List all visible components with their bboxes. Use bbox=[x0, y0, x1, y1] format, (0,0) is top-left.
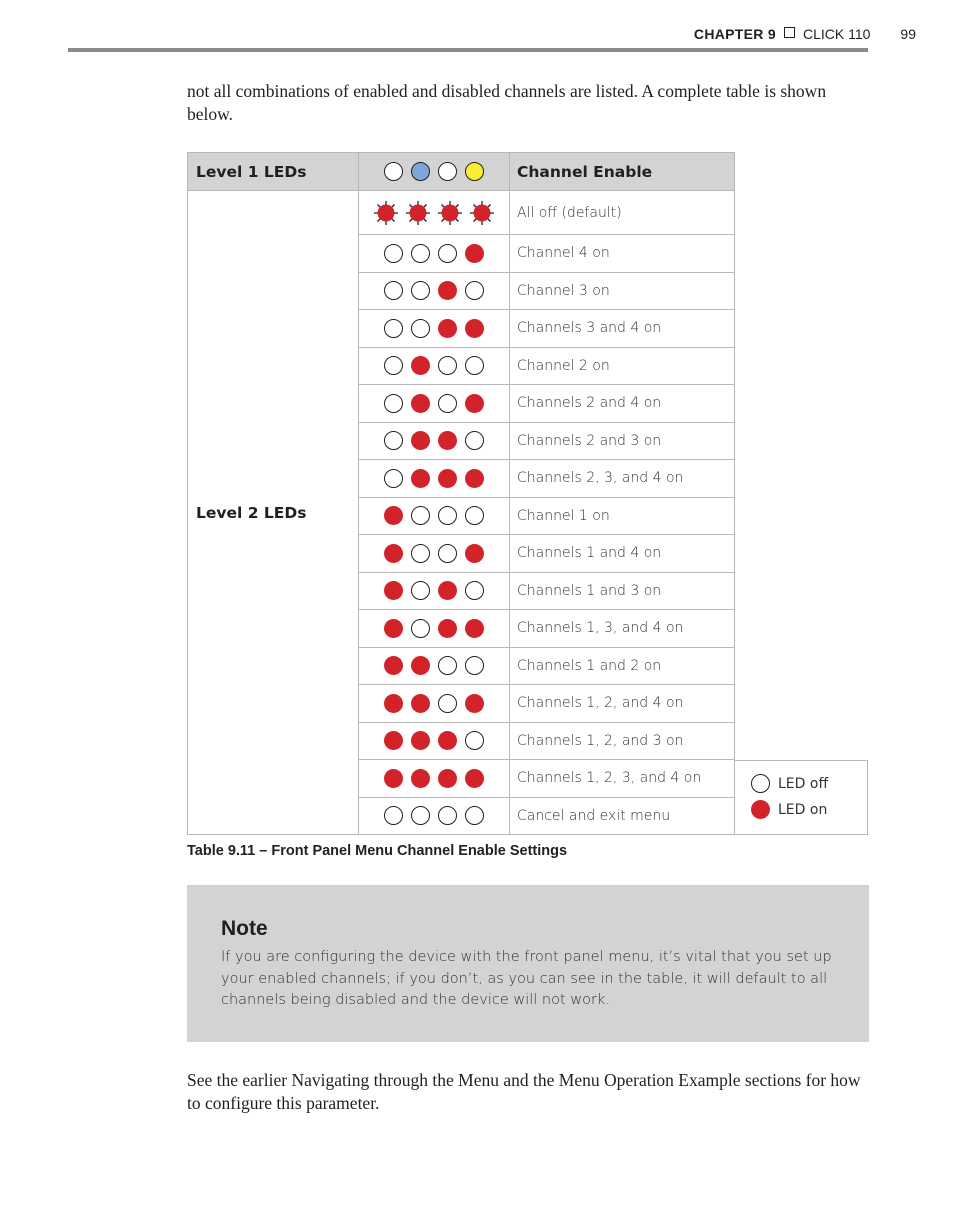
channel-enable-label: Channels 1, 3, and 4 on bbox=[510, 610, 735, 648]
led-on-icon bbox=[465, 319, 484, 338]
channel-enable-label: Channels 1 and 4 on bbox=[510, 535, 735, 573]
led-on-icon bbox=[751, 800, 770, 819]
page-number: 99 bbox=[900, 26, 916, 42]
led-on-icon bbox=[411, 431, 430, 450]
led-pattern bbox=[359, 235, 510, 273]
led-on-icon bbox=[465, 469, 484, 488]
led-pattern bbox=[359, 385, 510, 423]
led-off-icon bbox=[465, 356, 484, 375]
led-pattern bbox=[359, 797, 510, 835]
led-on-icon bbox=[384, 619, 403, 638]
led-off-icon bbox=[438, 356, 457, 375]
led-pattern bbox=[359, 535, 510, 573]
channel-enable-label: Channels 1, 2, 3, and 4 on bbox=[510, 760, 735, 798]
channel-enable-label: Channels 2 and 4 on bbox=[510, 385, 735, 423]
led-on-icon bbox=[384, 731, 403, 750]
led-on-icon bbox=[438, 581, 457, 600]
led-pattern bbox=[359, 310, 510, 348]
led-off-icon bbox=[411, 581, 430, 600]
section-label: CLICK 110 bbox=[802, 26, 871, 42]
led-pattern bbox=[359, 685, 510, 723]
header-level1-leds: Level 1 LEDs bbox=[188, 153, 359, 191]
led-on-icon bbox=[411, 394, 430, 413]
table-row bbox=[188, 191, 735, 235]
led-off-icon bbox=[384, 319, 403, 338]
led-off-icon bbox=[465, 656, 484, 675]
led-on-icon bbox=[438, 319, 457, 338]
row-group-level2-leds: Level 2 LEDs bbox=[188, 191, 359, 835]
led-off-icon bbox=[411, 281, 430, 300]
led-off-icon bbox=[411, 506, 430, 525]
led-off-icon bbox=[384, 356, 403, 375]
level1-led-group bbox=[359, 153, 510, 191]
channel-enable-label: Channels 1 and 3 on bbox=[510, 572, 735, 610]
led-off-icon bbox=[438, 544, 457, 563]
led-on-icon bbox=[438, 281, 457, 300]
led-blue-icon bbox=[411, 162, 430, 181]
note-box bbox=[187, 885, 869, 1042]
legend-off-row bbox=[751, 774, 828, 793]
led-off-icon bbox=[384, 806, 403, 825]
header-channel-enable: Channel Enable bbox=[510, 153, 735, 191]
led-pattern bbox=[359, 722, 510, 760]
channel-enable-table bbox=[187, 152, 735, 835]
legend-on-row bbox=[751, 800, 827, 819]
led-on-icon bbox=[411, 731, 430, 750]
led-off-icon bbox=[384, 469, 403, 488]
led-pattern bbox=[359, 272, 510, 310]
led-flashing-icon bbox=[406, 201, 430, 225]
led-on-icon bbox=[465, 544, 484, 563]
separator-square-icon bbox=[784, 27, 795, 38]
led-flashing-icon bbox=[438, 201, 462, 225]
led-on-icon bbox=[384, 544, 403, 563]
led-legend bbox=[734, 760, 868, 835]
table-caption: Table 9.11 – Front Panel Menu Channel Enable Settings bbox=[187, 843, 568, 859]
led-flashing-icon bbox=[374, 201, 398, 225]
led-on-icon bbox=[411, 656, 430, 675]
channel-enable-label: Channel 4 on bbox=[510, 235, 735, 273]
led-flashing-icon bbox=[470, 201, 494, 225]
led-off-icon bbox=[411, 319, 430, 338]
legend-off-label: LED off bbox=[778, 775, 829, 792]
led-off-icon bbox=[438, 506, 457, 525]
led-on-icon bbox=[411, 356, 430, 375]
led-pattern bbox=[359, 347, 510, 385]
led-off-icon bbox=[438, 244, 457, 263]
led-off-icon bbox=[411, 244, 430, 263]
led-off-icon bbox=[438, 162, 457, 181]
led-off-icon bbox=[465, 806, 484, 825]
led-on-icon bbox=[384, 581, 403, 600]
led-on-icon bbox=[438, 431, 457, 450]
channel-enable-label: Channels 2, 3, and 4 on bbox=[510, 460, 735, 498]
channel-enable-label: Channels 1, 2, and 3 on bbox=[510, 722, 735, 760]
led-yellow-icon bbox=[465, 162, 484, 181]
led-on-icon bbox=[384, 656, 403, 675]
led-pattern bbox=[359, 572, 510, 610]
led-on-icon bbox=[384, 506, 403, 525]
led-off-icon bbox=[384, 394, 403, 413]
led-on-icon bbox=[438, 731, 457, 750]
note-title: Note bbox=[221, 917, 268, 940]
led-pattern bbox=[359, 422, 510, 460]
led-on-icon bbox=[438, 469, 457, 488]
outro-paragraph: See the earlier Navigating through the Menu and the Menu Operation Example sections for how to configure this parameter. bbox=[187, 1070, 861, 1113]
led-pattern bbox=[359, 610, 510, 648]
led-off-icon bbox=[411, 619, 430, 638]
led-pattern bbox=[359, 760, 510, 798]
led-on-icon bbox=[438, 769, 457, 788]
channel-enable-label: Channel 3 on bbox=[510, 272, 735, 310]
table-header-row bbox=[188, 153, 735, 191]
chapter-label: CHAPTER 9 bbox=[693, 26, 776, 42]
led-on-icon bbox=[465, 619, 484, 638]
led-on-icon bbox=[465, 244, 484, 263]
led-off-icon bbox=[411, 806, 430, 825]
led-on-icon bbox=[438, 619, 457, 638]
channel-enable-label: Channels 1 and 2 on bbox=[510, 647, 735, 685]
led-pattern bbox=[359, 460, 510, 498]
led-off-icon bbox=[384, 162, 403, 181]
led-on-icon bbox=[384, 769, 403, 788]
channel-enable-label: Channels 2 and 3 on bbox=[510, 422, 735, 460]
led-on-icon bbox=[465, 694, 484, 713]
led-on-icon bbox=[411, 469, 430, 488]
led-off-icon bbox=[384, 431, 403, 450]
led-off-icon bbox=[465, 581, 484, 600]
led-pattern bbox=[359, 497, 510, 535]
header-rule bbox=[68, 48, 868, 52]
led-on-icon bbox=[384, 694, 403, 713]
led-off-icon bbox=[438, 806, 457, 825]
led-off-icon bbox=[384, 281, 403, 300]
led-off-icon bbox=[438, 694, 457, 713]
led-off-icon bbox=[384, 244, 403, 263]
led-off-icon bbox=[411, 544, 430, 563]
led-off-icon bbox=[465, 506, 484, 525]
channel-enable-label: Channels 3 and 4 on bbox=[510, 310, 735, 348]
intro-paragraph: not all combinations of enabled and disabled channels are listed. A complete table is shown below. bbox=[187, 81, 827, 124]
channel-enable-label: Cancel and exit menu bbox=[510, 797, 735, 835]
running-header bbox=[694, 26, 916, 42]
channel-enable-label: Channel 2 on bbox=[510, 347, 735, 385]
led-off-icon bbox=[438, 394, 457, 413]
channel-enable-label: Channel 1 on bbox=[510, 497, 735, 535]
led-off-icon bbox=[438, 656, 457, 675]
led-off-icon bbox=[465, 731, 484, 750]
led-off-icon bbox=[465, 281, 484, 300]
channel-enable-label: Channels 1, 2, and 4 on bbox=[510, 685, 735, 723]
led-pattern bbox=[359, 191, 510, 235]
legend-on-label: LED on bbox=[778, 801, 828, 818]
note-text: If you are configuring the device with the front panel menu, it’s vital that you set up your enabled channels; if you don’t, as you can see in the table, it will default to all channels being disabled and the device will not work. bbox=[221, 949, 832, 1008]
channel-enable-label: All off (default) bbox=[510, 191, 735, 235]
led-pattern bbox=[359, 647, 510, 685]
led-off-icon bbox=[465, 431, 484, 450]
led-on-icon bbox=[465, 394, 484, 413]
led-on-icon bbox=[465, 769, 484, 788]
led-off-icon bbox=[751, 774, 770, 793]
led-on-icon bbox=[411, 769, 430, 788]
led-on-icon bbox=[411, 694, 430, 713]
